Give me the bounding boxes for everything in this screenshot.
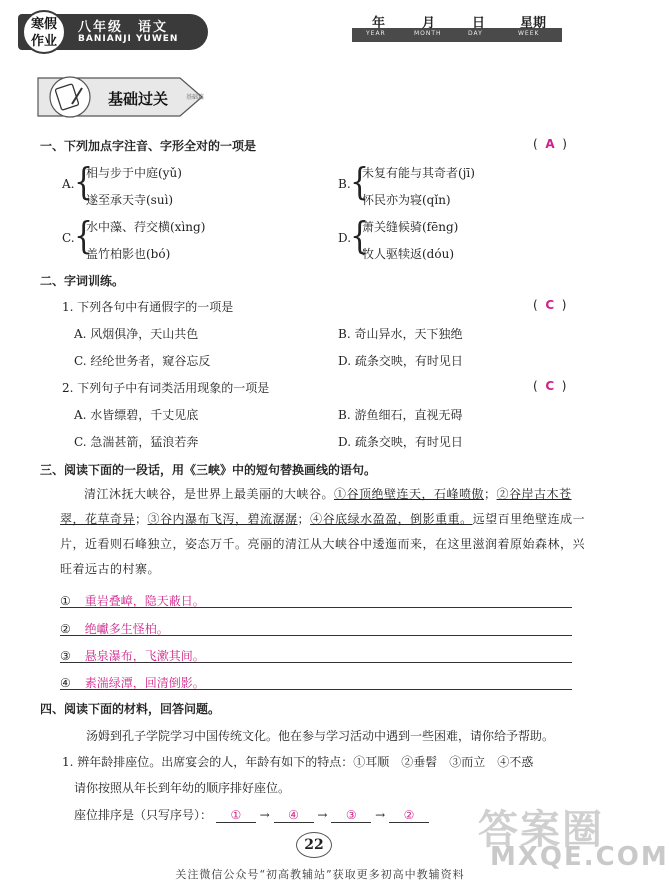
passage-line-4: 旺着远古的村寨。 — [60, 562, 161, 576]
q3-stem: 三、阅读下面的一段话，用《三峡》中的短句替换画线的语句。 — [40, 463, 377, 477]
passage-text: ； — [135, 512, 148, 526]
order-slot-4: ② — [389, 808, 429, 823]
q1-option-d-brace: { — [350, 214, 370, 259]
q2-sub1-stem: 1. 下列各句中有通假字的一项是 — [62, 300, 234, 314]
q2-sub2-answer: C — [545, 379, 555, 393]
answer-text: 素湍绿潭，回清倒影。 — [84, 676, 205, 690]
order-slot-1: ① — [216, 808, 256, 823]
q3-answer-line-4 — [60, 672, 572, 690]
page-footer: 关注微信公众号“初高教辅站”获取更多初高中教辅资料 — [175, 868, 465, 881]
passage-line-2 — [60, 507, 586, 532]
q2-sub2-option-d: D. 疏条交映，有时见日 — [338, 435, 463, 449]
date-month-sublabel: MONTH — [414, 30, 442, 37]
q2-sub2-option-a: A. 水皆缥碧，千丈见底 — [74, 408, 199, 422]
date-month-label: 月 — [422, 16, 436, 31]
q1-option-c-brace: { — [74, 214, 94, 259]
underlined-sentence-2: ②谷岸古木苍 — [496, 487, 572, 501]
grade-subject: 八年级 语文 — [78, 20, 169, 35]
answer-text: 悬泉瀑布，飞漱其间。 — [84, 649, 205, 663]
q2-sub2-stem: 2. 下列句子中有词类活用现象的一项是 — [62, 381, 270, 395]
passage-line-3: 片，近看则石峰独立，姿态万千。亮丽的清江从大峡谷中逶迤而来，在这里滋润着原始森林，兴 — [60, 537, 586, 551]
q1-stem: 一、下列加点字注音、字形全对的一项是 — [40, 139, 257, 153]
underlined-sentence-2-cont: 翠，花草奇异 — [60, 512, 136, 526]
passage-text: ； — [297, 512, 311, 526]
q4-stem: 四、阅读下面的材料，回答问题。 — [40, 702, 221, 716]
q1-option-a-label: A. — [62, 177, 75, 191]
q1-option-c-line1: 水中藻、荇交横(xìng) — [86, 220, 206, 234]
order-slot-3: ③ — [331, 808, 371, 823]
q1-option-c-line2: 盖竹柏影也(bó) — [86, 247, 171, 261]
q4-intro: 汤姆到孔子学院学习中国传统文化。他在参与学习活动中遇到一些困难，请你给予帮助。 — [86, 729, 555, 743]
watermark-logo: 答案圈 — [478, 807, 604, 853]
q3-passage — [60, 482, 586, 582]
order-slot-2: ④ — [274, 808, 314, 823]
answer-number: ④ — [60, 676, 71, 690]
answer-number: ① — [60, 594, 71, 608]
badge-line-1: 寒假 — [30, 17, 57, 32]
q2-sub1-answer: C — [545, 298, 555, 312]
q1-option-c-label: C. — [62, 231, 75, 245]
q2-sub1-option-d: D. 疏条交映，有时见日 — [338, 354, 463, 368]
q2-sub2-option-b: B. 游鱼细石，直视无碍 — [338, 408, 463, 422]
q2-stem: 二、字词训练。 — [40, 274, 125, 288]
date-year-sublabel: YEAR — [366, 30, 386, 37]
section-tag: 基础篇 — [186, 94, 205, 101]
q2-sub1-option-b: B. 奇山异水，天下独绝 — [338, 327, 463, 341]
q1-option-d-label: D. — [338, 231, 352, 245]
q1-option-a-line2: 遂至承天寺(suì) — [86, 193, 174, 207]
q1-option-a-line1: 相与步于中庭(yǔ) — [86, 166, 182, 180]
q4-order-row — [74, 806, 429, 823]
header-badge — [22, 10, 66, 54]
q1-option-d-line1: 萧关缝候骑(fēng) — [362, 220, 459, 234]
q3-answer-line-3 — [60, 645, 572, 663]
q2-sub1-option-a: A. 风烟俱净，天山共色 — [74, 327, 199, 341]
watermark-url: MXQE.COM — [490, 842, 669, 872]
q4-sub1-line1: 1. 辨年龄排座位。出席宴会的人，年龄有如下的特点：①耳顺 ②垂髫 ③而立 ④不惑 — [62, 755, 534, 769]
order-label: 座位排序是（只写序号）： — [74, 808, 213, 822]
q2-sub2-answer-paren: ( C ) — [533, 379, 567, 393]
answer-text: 重岩叠嶂，隐天蔽日。 — [84, 594, 205, 608]
q2-sub1-answer-paren: ( C ) — [533, 298, 567, 312]
q1-option-b-brace: { — [350, 160, 370, 205]
passage-text: 清江沐抚大峡谷，是世界上最美丽的大峡谷。 — [84, 487, 335, 501]
q1-answer: A — [545, 137, 555, 151]
q2-sub2-option-c: C. 急湍甚箭，猛浪若奔 — [74, 435, 199, 449]
answer-number: ③ — [60, 649, 71, 663]
arrow-icon: → — [317, 808, 328, 822]
q1-option-b-line1: 未复有能与其奇者(jī) — [362, 166, 475, 180]
q1-option-d-line2: 牧人驱犊返(dóu) — [362, 247, 454, 261]
q4-sub1-line2: 请你按照从年长到年幼的顺序排好座位。 — [74, 781, 291, 795]
q1-answer-paren: ( A ) — [533, 137, 567, 151]
answer-number: ② — [60, 622, 71, 636]
q3-answer-line-1 — [60, 590, 572, 608]
badge-line-2: 作业 — [30, 34, 57, 49]
date-year-label: 年 — [372, 16, 386, 31]
q2-sub1-option-c: C. 经纶世务者，窥谷忘反 — [74, 354, 211, 368]
page-number: 22 — [296, 832, 332, 858]
page-header — [0, 0, 640, 60]
date-week-label: 星期 — [520, 16, 547, 31]
q1-option-a-brace: { — [74, 160, 94, 205]
underlined-sentence-3: ③谷内瀑布飞泻，碧流潺潺 — [147, 512, 298, 526]
passage-text: ； — [484, 487, 497, 501]
date-day-label: 日 — [472, 16, 486, 31]
header-subtitle: BANIANJI YUWEN — [78, 34, 179, 44]
q1-option-b-line2: 怀民亦为寝(qǐn) — [362, 193, 451, 207]
passage-text: 远望百里绝壁连成一 — [472, 512, 586, 526]
date-day-sublabel: DAY — [468, 30, 483, 37]
answer-text: 绝巘多生怪柏。 — [84, 622, 169, 636]
section-title: 基础过关 — [108, 90, 169, 108]
q1-option-b-label: B. — [338, 177, 351, 191]
underlined-sentence-1: ①谷顶绝壁连天，石峰喷傲 — [334, 487, 485, 501]
arrow-icon: → — [375, 808, 386, 822]
q3-answer-line-2 — [60, 618, 572, 636]
date-week-sublabel: WEEK — [518, 30, 540, 37]
underlined-sentence-4: ④谷底绿水盈盈，倒影重重。 — [310, 512, 473, 526]
passage-line-1 — [60, 482, 580, 507]
arrow-icon: → — [259, 808, 270, 822]
